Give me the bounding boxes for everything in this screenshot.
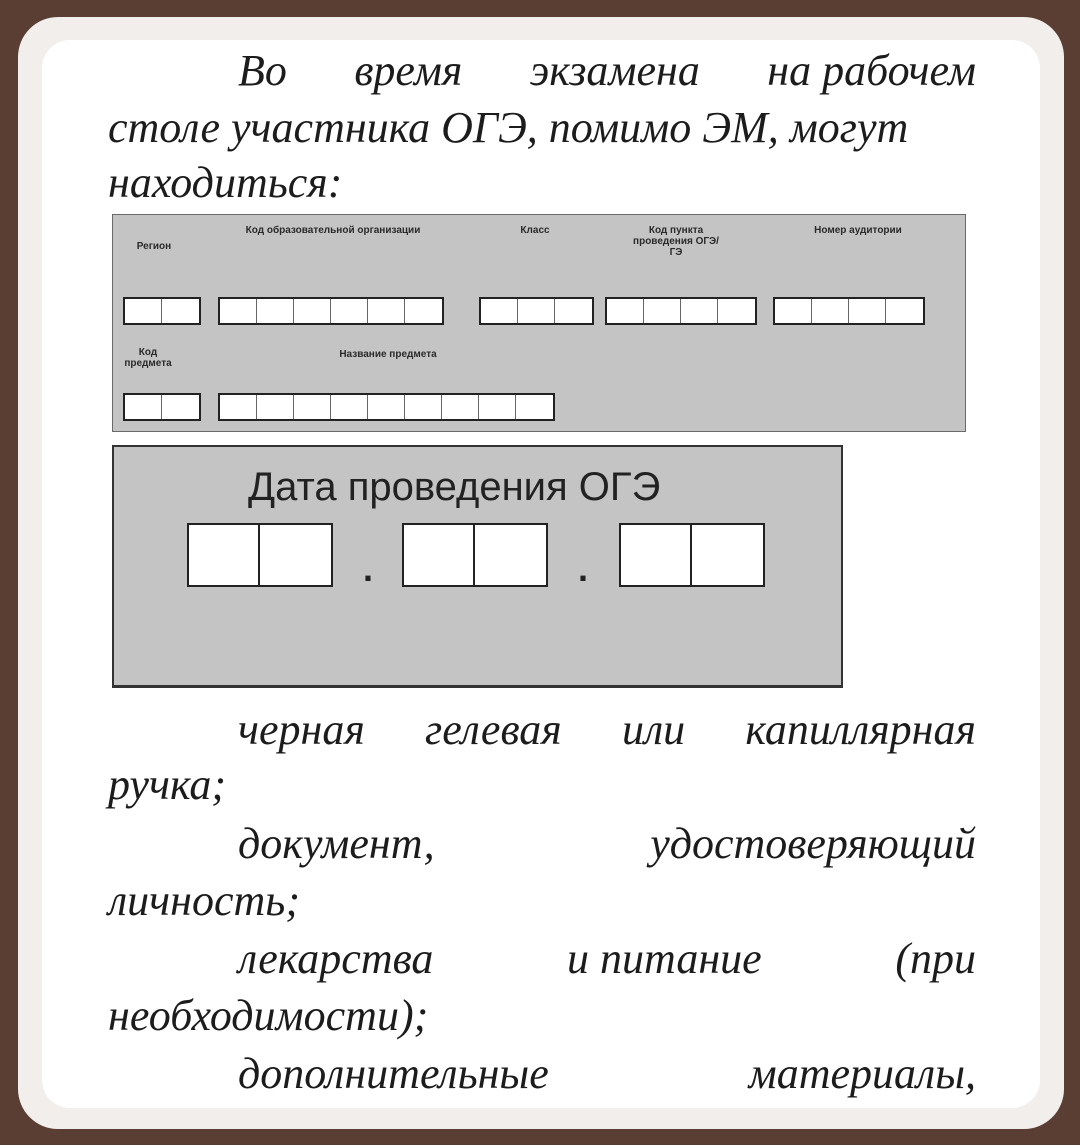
date-year-cells[interactable] (619, 523, 765, 587)
label-class: Класс (520, 225, 550, 236)
label-point-code: Код пункта проведения ОГЭ/ГЭ (633, 225, 719, 258)
label-subject-name: Название предмета (339, 349, 437, 360)
intro-line-2: столе участника ОГЭ, помимо ЭМ, могут (108, 103, 909, 152)
org-code-cells[interactable] (218, 297, 444, 325)
date-separator: . (578, 548, 589, 589)
intro-line-1 (238, 44, 976, 98)
word: гелевая (425, 705, 562, 754)
word: материалы, (748, 1049, 976, 1098)
point-code-cells[interactable] (605, 297, 757, 325)
word: время (354, 46, 463, 95)
word: удостоверяющий (650, 819, 976, 868)
list-item-4 (238, 1047, 976, 1101)
date-day-cells[interactable] (187, 523, 333, 587)
exam-date-box (112, 445, 843, 688)
list-item-1-continuation: ручка; (108, 760, 227, 809)
word: лекарства (238, 934, 434, 983)
exam-date-title: Дата проведения ОГЭ (248, 465, 661, 509)
word: Во (238, 46, 287, 95)
label-org-code: Код образовательной организации (245, 225, 421, 236)
exam-form-header (112, 214, 966, 432)
word: дополнительные (238, 1049, 549, 1098)
room-number-cells[interactable] (773, 297, 925, 325)
list-item-3 (238, 932, 976, 986)
word: и питание (567, 934, 762, 983)
class-cells[interactable] (479, 297, 594, 325)
list-item-3-continuation: необходимости); (108, 991, 429, 1040)
word: экзамена (529, 46, 700, 95)
label-subject-code: Код предмета (124, 347, 172, 369)
list-item-2-continuation: личность; (108, 876, 300, 925)
subject-name-cells[interactable] (218, 393, 555, 421)
date-month-cells[interactable] (402, 523, 548, 587)
intro-line-3: находиться: (108, 158, 343, 207)
word: черная (238, 705, 365, 754)
word: документ, (238, 819, 435, 868)
word: на рабочем (767, 46, 976, 95)
label-region: Регион (136, 241, 172, 252)
word: капиллярная (745, 705, 976, 754)
list-item-2 (238, 817, 976, 871)
word: или (621, 705, 686, 754)
word: (при (895, 934, 976, 983)
label-room-number: Номер аудитории (814, 225, 902, 236)
list-item-1 (238, 703, 976, 757)
date-separator: . (363, 548, 374, 589)
region-cells[interactable] (123, 297, 201, 325)
subject-code-cells[interactable] (123, 393, 201, 421)
